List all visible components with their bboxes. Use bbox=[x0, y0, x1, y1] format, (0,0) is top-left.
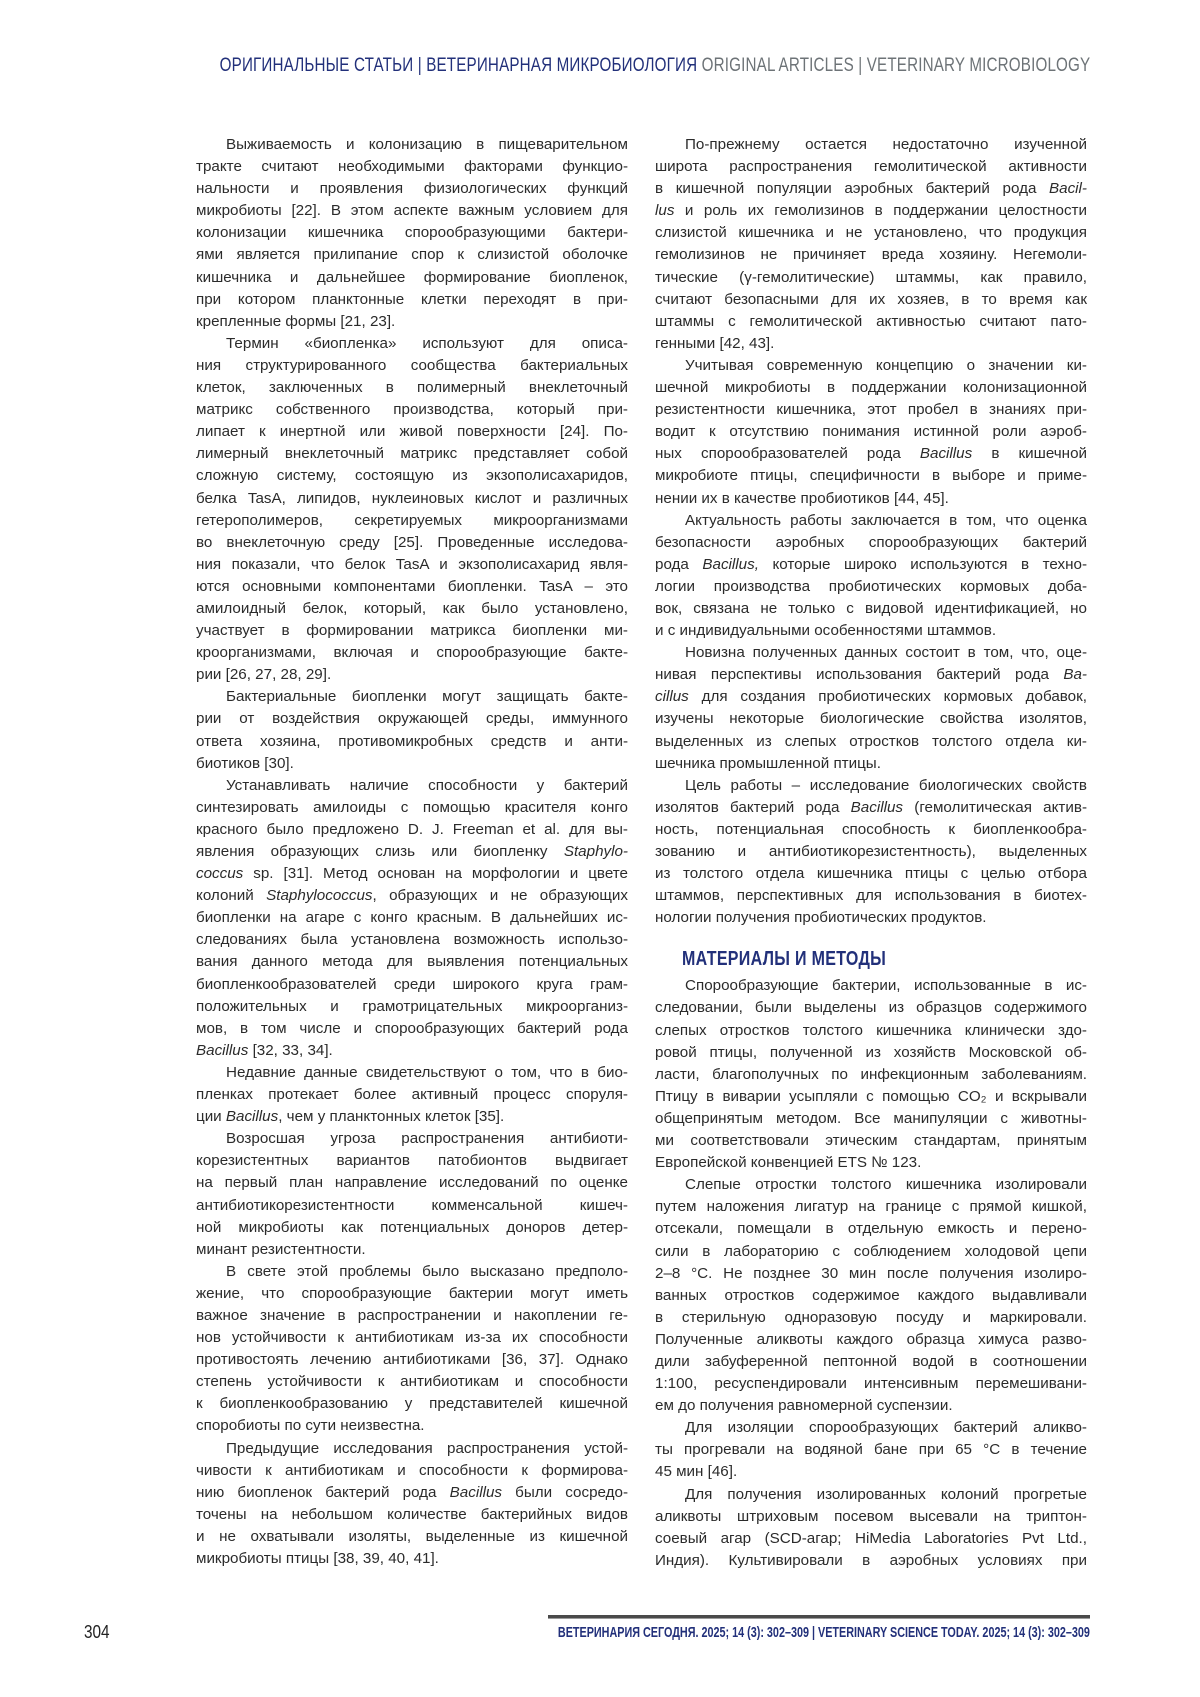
text-line: считают безопасными для их хозяев, в то время как bbox=[655, 289, 1087, 311]
text-line: микробиоте птицы, специфичности в выборе и приме- bbox=[655, 465, 1087, 487]
paragraph bbox=[196, 686, 628, 774]
text-line: Европейской конвенцией ETS № 123. bbox=[655, 1152, 1087, 1174]
text-line: Полученные аликвоты каждого образца химуса разво- bbox=[655, 1329, 1087, 1351]
text-line: зованию и антибиотикорезистентность), выделенных bbox=[655, 841, 1087, 863]
paragraph bbox=[655, 1417, 1087, 1483]
running-head-section-en: ORIGINAL ARTICLES | VETERINARY MICROBIOLOGY bbox=[701, 55, 1090, 76]
species-name: Staphylococcus bbox=[266, 887, 372, 904]
text-line: сили в лабораторию с соблюдением холодовой цепи bbox=[655, 1241, 1087, 1263]
journal-citation: ВЕТЕРИНАРИЯ СЕГОДНЯ. 2025; 14 (3): 302–309 | VETERINARY SCIENCE TODAY. 2025; 14 (3): 302–309 bbox=[558, 1624, 1090, 1641]
text-line: ем до получения равномерной суспензии. bbox=[655, 1395, 1087, 1417]
text-line: Bacillus [32, 33, 34]. bbox=[196, 1040, 628, 1062]
species-name: Bacillus bbox=[226, 1108, 278, 1125]
text-line: явления образующих слизь или биопленку Staphylo- bbox=[196, 841, 628, 863]
text-line: ции Bacillus, чем у планктонных клеток [35]. bbox=[196, 1106, 628, 1128]
text-line: водит к отсутствию понимания истинной роли аэроб- bbox=[655, 421, 1087, 443]
species-name: Bacillus bbox=[920, 445, 972, 462]
text-line: на первый план направление исследований по оценке bbox=[196, 1172, 628, 1194]
text-line: выделенных из слепых отростков толстого отдела ки- bbox=[655, 731, 1087, 753]
right-column bbox=[655, 134, 1087, 1572]
text-line: Слепые отростки толстого кишечника изолировали bbox=[655, 1174, 1087, 1196]
text-line: В свете этой проблемы было высказано предполо- bbox=[196, 1261, 628, 1283]
text-line: противостоять лечению антибиотиками [36, 37]. Однако bbox=[196, 1349, 628, 1371]
text-line: аликвоты штриховым посевом высевали на триптон- bbox=[655, 1506, 1087, 1528]
paragraph bbox=[196, 1438, 628, 1571]
species-name: lus bbox=[655, 202, 674, 219]
text-line: Спорообразующие бактерии, использованные в ис- bbox=[655, 975, 1087, 997]
text-line: биопленкообразователей среди широкого круга грам- bbox=[196, 974, 628, 996]
text-line: ми соответствовали этическим стандартам, принятым bbox=[655, 1130, 1087, 1152]
paragraph bbox=[196, 134, 628, 333]
text-line: амилоидный белок, который, как было установлено, bbox=[196, 598, 628, 620]
text-line: кишечника и дальнейшее формирование биопленок, bbox=[196, 267, 628, 289]
text-line: По-прежнему остается недостаточно изученной bbox=[655, 134, 1087, 156]
text-line: Для изоляции спорообразующих бактерий аликво- bbox=[655, 1417, 1087, 1439]
text-line: и не охватывали изоляты, выделенные из кишечной bbox=[196, 1526, 628, 1548]
text-line: Для получения изолированных колоний прогретые bbox=[655, 1484, 1087, 1506]
text-line: Цель работы – исследование биологических свойств bbox=[655, 775, 1087, 797]
text-line: 2–8 °C. Не позднее 30 мин после получения изолиро- bbox=[655, 1263, 1087, 1285]
text-line: Предыдущие исследования распространения устой- bbox=[196, 1438, 628, 1460]
text-line: шечной микробиоты в поддержании колонизационной bbox=[655, 377, 1087, 399]
text-line: биотиков [30]. bbox=[196, 753, 628, 775]
left-column bbox=[196, 134, 628, 1570]
species-name: Bacillus, bbox=[702, 556, 759, 573]
text-line: вания данного метода для выявления потенциальных bbox=[196, 951, 628, 973]
text-line: антибиотикорезистентности комменсальной кишеч- bbox=[196, 1195, 628, 1217]
text-line: 45 мин [46]. bbox=[655, 1461, 1087, 1483]
running-head-section-ru: ОРИГИНАЛЬНЫЕ СТАТЬИ | ВЕТЕРИНАРНАЯ МИКРОБИОЛОГИЯ bbox=[219, 55, 697, 76]
text-line: ты прогревали на водяной бане при 65 °C в течение bbox=[655, 1439, 1087, 1461]
text-line: штаммов, перспективных для использования в биотех- bbox=[655, 885, 1087, 907]
species-name: Ba- bbox=[1063, 666, 1087, 683]
paragraph bbox=[196, 775, 628, 1062]
text-line: вок, связана не только с видовой идентификацией, но bbox=[655, 598, 1087, 620]
text-line: Недавние данные свидетельствуют о том, что в био- bbox=[196, 1062, 628, 1084]
text-line: к биопленкообразованию у представителей кишечной bbox=[196, 1393, 628, 1415]
text-line: следовании, были выделены из образцов содержимого bbox=[655, 997, 1087, 1019]
text-line: Птицу в виварии усыпляли с помощью CO₂ и вскрывали bbox=[655, 1086, 1087, 1108]
text-line: резистентности кишечника, этот пробел в знаниях при- bbox=[655, 399, 1087, 421]
text-line: сложную систему, состоящую из экзополисахаридов, bbox=[196, 465, 628, 487]
text-line: следованиях была установлена возможность использо- bbox=[196, 929, 628, 951]
text-line: Индия). Культивировали в аэробных условиях при bbox=[655, 1550, 1087, 1572]
text-line: рии от воздействия окружающей среды, иммунного bbox=[196, 708, 628, 730]
text-line: cillus для создания пробиотических кормовых добавок, bbox=[655, 686, 1087, 708]
text-line: жение, что спорообразующие бактерии могут иметь bbox=[196, 1283, 628, 1305]
text-line: тические (γ-гемолитические) штаммы, как правило, bbox=[655, 267, 1087, 289]
text-line: общепринятым методом. Все манипуляции с животны- bbox=[655, 1108, 1087, 1130]
paragraph bbox=[655, 355, 1087, 510]
paragraph bbox=[196, 1062, 628, 1128]
text-line: положительных и грамотрицательных микроорганиз- bbox=[196, 996, 628, 1018]
text-line: lus и роль их гемолизинов в поддержании целостности bbox=[655, 200, 1087, 222]
text-line: лимерный внеклеточный матрикс представляет собой bbox=[196, 443, 628, 465]
text-line: шечника промышленной птицы. bbox=[655, 753, 1087, 775]
text-line: ния структурированного сообщества бактериальных bbox=[196, 355, 628, 377]
paragraph bbox=[655, 975, 1087, 1174]
text-line: споробиоты по сути неизвестна. bbox=[196, 1415, 628, 1437]
text-line: рода Bacillus, которые широко используются в техно- bbox=[655, 554, 1087, 576]
text-line: липает к инертной или живой поверхности [24]. По- bbox=[196, 421, 628, 443]
text-line: логии производства пробиотических кормовых доба- bbox=[655, 576, 1087, 598]
text-line: красного было предложено D. J. Freeman et al. для вы- bbox=[196, 819, 628, 841]
text-line: соевый агар (SCD-агар; HiMedia Laboratories Pvt Ltd., bbox=[655, 1528, 1087, 1550]
text-line: генными [42, 43]. bbox=[655, 333, 1087, 355]
text-line: синтезировать амилоиды с помощью красителя конго bbox=[196, 797, 628, 819]
paragraph bbox=[655, 510, 1087, 643]
text-line: Учитывая современную концепцию о значении ки- bbox=[655, 355, 1087, 377]
text-line: ласти, благополучных по инфекционным заболеваниям. bbox=[655, 1064, 1087, 1086]
text-line: из толстого отдела кишечника птицы с целью отбора bbox=[655, 863, 1087, 885]
text-line: рии [26, 27, 28, 29]. bbox=[196, 664, 628, 686]
text-line: нологии получения пробиотических продуктов. bbox=[655, 907, 1087, 929]
species-name: Bacil- bbox=[1049, 180, 1087, 197]
text-line: ность, потенциальная способность к биопленкообра- bbox=[655, 819, 1087, 841]
text-line: мов, в том числе и спорообразующих бактерий рода bbox=[196, 1018, 628, 1040]
species-name: coccus bbox=[196, 865, 243, 882]
text-line: ются основными компонентами биопленки. TasA – это bbox=[196, 576, 628, 598]
text-line: в стерильную одноразовую посуду и маркировали. bbox=[655, 1307, 1087, 1329]
intro-section bbox=[655, 134, 1087, 929]
text-line: микробиоты птицы [38, 39, 40, 41]. bbox=[196, 1548, 628, 1570]
text-line: ния показали, что белок TasA и экзополисахарид явля- bbox=[196, 554, 628, 576]
paragraph bbox=[655, 1484, 1087, 1572]
text-line: гетерополимеров, секретируемых микроорганизмами bbox=[196, 510, 628, 532]
text-line: нов устойчивости к антибиотикам из-за их способности bbox=[196, 1327, 628, 1349]
text-line: Термин «биопленка» используют для описа- bbox=[196, 333, 628, 355]
text-line: отсекали, помещали в отдельную емкость и перено- bbox=[655, 1218, 1087, 1240]
text-line: безопасности аэробных спорообразующих бактерий bbox=[655, 532, 1087, 554]
paragraph bbox=[655, 642, 1087, 775]
text-line: Актуальность работы заключается в том, что оценка bbox=[655, 510, 1087, 532]
text-line: при котором планктонные клетки переходят в при- bbox=[196, 289, 628, 311]
text-line: Новизна полученных данных состоит в том, что, оце- bbox=[655, 642, 1087, 664]
species-name: Bacillus bbox=[450, 1484, 502, 1501]
text-line: чивости к антибиотикам и способности к формирова- bbox=[196, 1460, 628, 1482]
text-line: слизистой кишечника и не установлено, что продукция bbox=[655, 222, 1087, 244]
text-line: нении их в качестве пробиотиков [44, 45]. bbox=[655, 488, 1087, 510]
text-line: и с индивидуальными особенностями штаммов. bbox=[655, 620, 1087, 642]
text-line: ной микробиоты как потенциальных доноров детер- bbox=[196, 1217, 628, 1239]
text-line: микробиоты [22]. В этом аспекте важным условием для bbox=[196, 200, 628, 222]
page-number: 304 bbox=[84, 1622, 110, 1643]
text-line: изучены некоторые биологические свойства изолятов, bbox=[655, 708, 1087, 730]
species-name: Staphylo- bbox=[564, 843, 628, 860]
running-head bbox=[219, 54, 1090, 78]
text-line: нивая перспективы использования бактерий рода Ba- bbox=[655, 664, 1087, 686]
species-name: cillus bbox=[655, 688, 689, 705]
text-line: тракте считают необходимыми факторами функцио- bbox=[196, 156, 628, 178]
text-line: пленках протекает более активный процесс споруля- bbox=[196, 1084, 628, 1106]
text-line: нальности и проявления физиологических функций bbox=[196, 178, 628, 200]
species-name: Bacillus bbox=[196, 1042, 248, 1059]
species-name: Bacillus bbox=[851, 799, 903, 816]
text-line: ных спорообразователей рода Bacillus в кишечной bbox=[655, 443, 1087, 465]
text-line: Устанавливать наличие способности у бактерий bbox=[196, 775, 628, 797]
text-line: минант резистентности. bbox=[196, 1239, 628, 1261]
text-line: степень устойчивости к антибиотикам и способности bbox=[196, 1371, 628, 1393]
text-line: биопленки на агаре с конго красным. В дальнейших ис- bbox=[196, 907, 628, 929]
text-line: во внеклеточную среду [25]. Проведенные исследова- bbox=[196, 532, 628, 554]
paragraph bbox=[655, 775, 1087, 930]
text-line: в кишечной популяции аэробных бактерий рода Bacil- bbox=[655, 178, 1087, 200]
text-line: Бактериальные биопленки могут защищать бакте- bbox=[196, 686, 628, 708]
text-line: колоний Staphylococcus, образующих и не образующих bbox=[196, 885, 628, 907]
paragraph bbox=[196, 1261, 628, 1438]
text-line: точены на небольшом количестве бактерийных видов bbox=[196, 1504, 628, 1526]
text-line: гемолизинов не причиняет вреда хозяину. Негемоли- bbox=[655, 244, 1087, 266]
text-line: кроорганизмами, включая и спорообразующие бакте- bbox=[196, 642, 628, 664]
text-line: широта распространения гемолитической активности bbox=[655, 156, 1087, 178]
text-line: 1:100, ресуспендировали интенсивным перемешивани- bbox=[655, 1373, 1087, 1395]
text-line: слепых отростков толстого кишечника клинически здо- bbox=[655, 1020, 1087, 1042]
paragraph bbox=[196, 1128, 628, 1261]
paragraph bbox=[196, 333, 628, 687]
text-line: путем наложения лигатур на границе с прямой кишкой, bbox=[655, 1196, 1087, 1218]
text-line: участвует в формировании матрикса биопленки ми- bbox=[196, 620, 628, 642]
paragraph bbox=[655, 1174, 1087, 1417]
text-line: ями является прилипание спор к слизистой оболочке bbox=[196, 244, 628, 266]
text-line: изолятов бактерий рода Bacillus (гемолитическая актив- bbox=[655, 797, 1087, 819]
methods-section bbox=[655, 975, 1087, 1572]
text-line: белка TasA, липидов, нуклеиновых кислот и различных bbox=[196, 488, 628, 510]
text-line: корезистентных вариантов патобионтов выдвигает bbox=[196, 1150, 628, 1172]
text-line: нию биопленок бактерий рода Bacillus были сосредо- bbox=[196, 1482, 628, 1504]
text-line: Выживаемость и колонизацию в пищеварительном bbox=[196, 134, 628, 156]
text-line: крепленные формы [21, 23]. bbox=[196, 311, 628, 333]
text-line: Возросшая угроза распространения антибиоти- bbox=[196, 1128, 628, 1150]
text-line: колонизации кишечника спорообразующими бактери- bbox=[196, 222, 628, 244]
text-line: штаммы с гемолитической активностью считают пато- bbox=[655, 311, 1087, 333]
text-line: дили забуференной пептонной водой в соотношении bbox=[655, 1351, 1087, 1373]
text-line: матрикс собственного производства, который при- bbox=[196, 399, 628, 421]
text-line: coccus sp. [31]. Метод основан на морфологии и цвете bbox=[196, 863, 628, 885]
text-line: важное значение в распространении и накоплении ге- bbox=[196, 1305, 628, 1327]
text-line: клеток, заключенных в полимерный внеклеточный bbox=[196, 377, 628, 399]
paragraph bbox=[655, 134, 1087, 355]
text-line: ответа хозяина, противомикробных средств и анти- bbox=[196, 731, 628, 753]
footer-divider bbox=[548, 1615, 1090, 1619]
text-line: ванных отростков содержимое каждого выдавливали bbox=[655, 1285, 1087, 1307]
text-line: ровой птицы, полученной из хозяйств Московской об- bbox=[655, 1042, 1087, 1064]
section-heading-materials-methods: МАТЕРИАЛЫ И МЕТОДЫ bbox=[682, 946, 1006, 972]
